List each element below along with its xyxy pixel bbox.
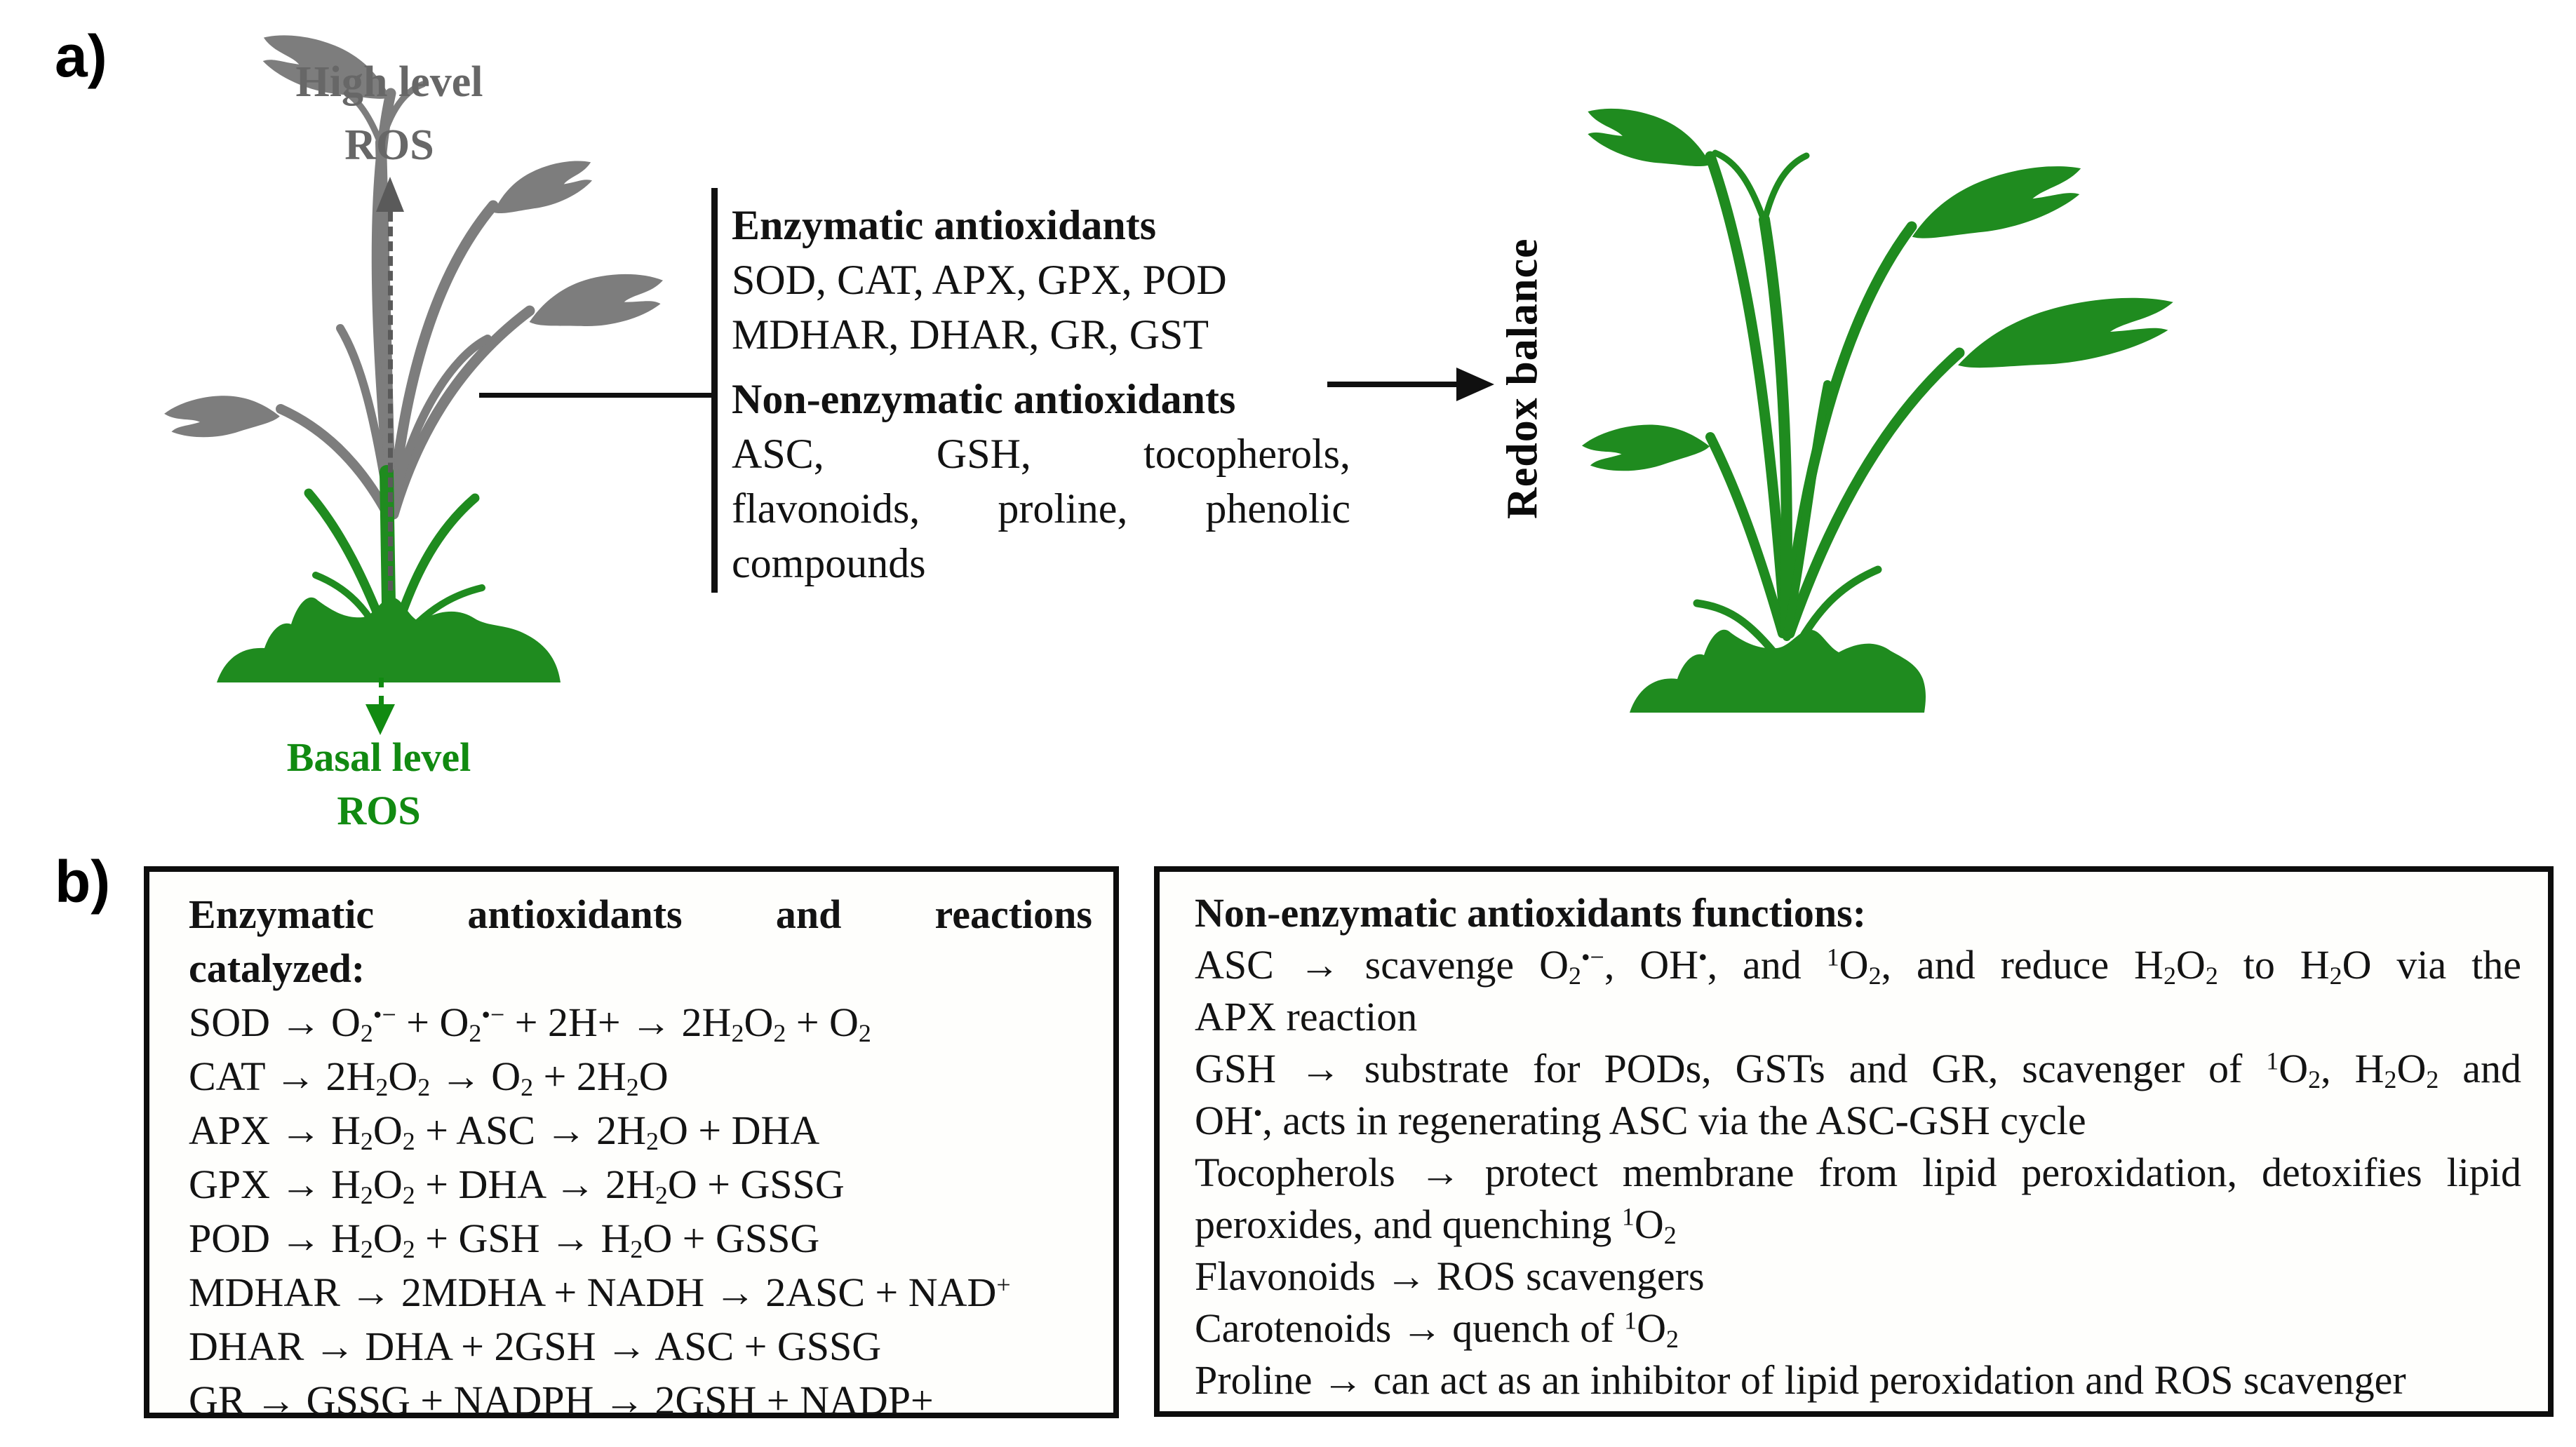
text-line-content: flavonoids, proline, phenolic: [732, 485, 1350, 532]
bracket-line: [711, 188, 718, 593]
panel-a-label: a): [55, 23, 107, 89]
reaction-line: [189, 1265, 1092, 1319]
reaction-line: [189, 1049, 1092, 1103]
function-line-content: APX reaction: [1195, 994, 1418, 1039]
panel-b-label: b): [55, 849, 111, 915]
text-line-content: SOD, CAT, APX, GPX, POD: [732, 257, 1227, 303]
reaction-line: [189, 1157, 1092, 1211]
reaction-line-content: Enzymatic antioxidants and reactions: [189, 891, 1092, 937]
text-line: [732, 426, 1350, 481]
dashed-up-arrowhead-icon: [376, 177, 404, 212]
function-line: [1195, 1251, 2521, 1303]
function-line-content: Flavonoids → ROS scavengers: [1195, 1253, 1705, 1299]
function-line: [1195, 991, 2521, 1043]
text-line-content: ASC, GSH, tocopherols,: [732, 431, 1350, 477]
text-line: [732, 372, 1350, 426]
basal-level-ros-line1: Basal level: [286, 734, 471, 780]
basal-level-ros-line2: ROS: [337, 788, 421, 833]
text-line: [732, 253, 1350, 307]
function-line-content: OH•, acts in regenerating ASC via the ASC-GSH cycle: [1195, 1098, 2086, 1143]
reaction-line-content: CAT → $2H_2O_2 \to O_2 + 2H_2O$: [189, 1054, 669, 1101]
reaction-line: [189, 1319, 1092, 1373]
right-arrowhead-icon: [1456, 368, 1494, 401]
text-line-content: compounds: [732, 540, 926, 586]
function-line-content: ASC → scavenge $O_2^{•-}$, OH•, and $^1O_2$, and reduce $H_2O_2$ to $H_2O$ via the: [1195, 942, 2522, 990]
redox-balance-label: Redox balance: [1498, 238, 1547, 520]
antioxidants-text-block: [732, 198, 1350, 591]
function-line-content: Non-enzymatic antioxidants functions:: [1195, 890, 1867, 936]
reaction-line-content: GPX → $H_2O_2$ + DHA → $2H_2O$ + GSSG: [189, 1162, 845, 1209]
reaction-line-content: SOD → $O_2^{•-} + O_2^{•-} + 2H+ \to 2H_2O_2 + O_2$: [189, 1000, 871, 1047]
reaction-line-content: MDHAR → 2MDHA + NADH → 2ASC + NAD+: [189, 1270, 1011, 1315]
right-arrow-line: [1327, 382, 1461, 387]
enzymatic-reactions-box: [144, 866, 1119, 1423]
function-line: [1195, 1303, 2521, 1354]
reaction-line: [189, 887, 1092, 941]
function-line-content: Tocopherols → protect membrane from lipid peroxidation, detoxifies lipid: [1195, 1150, 2521, 1195]
dashed-up-arrow-line: [388, 212, 393, 591]
dashed-down-arrow-line: [379, 678, 384, 706]
connector-line: [479, 393, 713, 398]
function-line: [1195, 1043, 2521, 1095]
reaction-line-content: GR → GSSG + NADPH → 2GSH + NADP+: [189, 1378, 934, 1423]
reaction-line: [189, 1211, 1092, 1265]
function-line: [1195, 1095, 2521, 1147]
function-line: [1195, 939, 2521, 991]
high-level-ros-line1: High level: [295, 58, 483, 106]
reaction-line-content: POD → $H_2O_2$ + GSH → $H_2O$ + GSSG: [189, 1216, 820, 1263]
function-line-content: Proline → can act as an inhibitor of lipid peroxidation and ROS scavenger: [1195, 1357, 2406, 1403]
function-line-content: peroxides, and quenching $^1O_2$: [1195, 1202, 1677, 1249]
function-line-content: GSH → substrate for PODs, GSTs and GR, scavenger of $^1O_2$, $H_2O_2$ and: [1195, 1046, 2521, 1093]
reaction-line: [189, 941, 1092, 995]
function-line: [1195, 1199, 2521, 1251]
reaction-line-content: DHAR → DHA + 2GSH → ASC + GSSG: [189, 1324, 882, 1369]
text-line-content: Enzymatic antioxidants: [732, 202, 1157, 248]
reaction-line-content: catalyzed:: [189, 945, 365, 991]
function-line: [1195, 1354, 2521, 1406]
function-line-content: Carotenoids → quench of $^1O_2$: [1195, 1305, 1679, 1353]
reaction-line: [189, 995, 1092, 1049]
function-line: [1195, 1147, 2521, 1199]
nonenzymatic-functions-box: [1154, 866, 2554, 1417]
high-level-ros-line2: ROS: [344, 121, 434, 169]
reaction-line: [189, 1103, 1092, 1157]
text-line: [732, 536, 1350, 591]
function-line: [1195, 887, 2521, 939]
text-line: [732, 307, 1350, 362]
text-line: [732, 198, 1350, 253]
high-level-ros-label: [263, 51, 516, 177]
basal-level-ros-label: [253, 731, 505, 837]
healthy-plant-illustration: [1567, 90, 2206, 718]
text-line-content: Non-enzymatic antioxidants: [732, 376, 1236, 422]
reaction-line-content: APX → $H_2O_2$ + ASC → $2H_2O$ + DHA: [189, 1108, 820, 1155]
text-line: [732, 481, 1350, 536]
reaction-line: [189, 1373, 1092, 1427]
text-line-content: MDHAR, DHAR, GR, GST: [732, 311, 1209, 358]
